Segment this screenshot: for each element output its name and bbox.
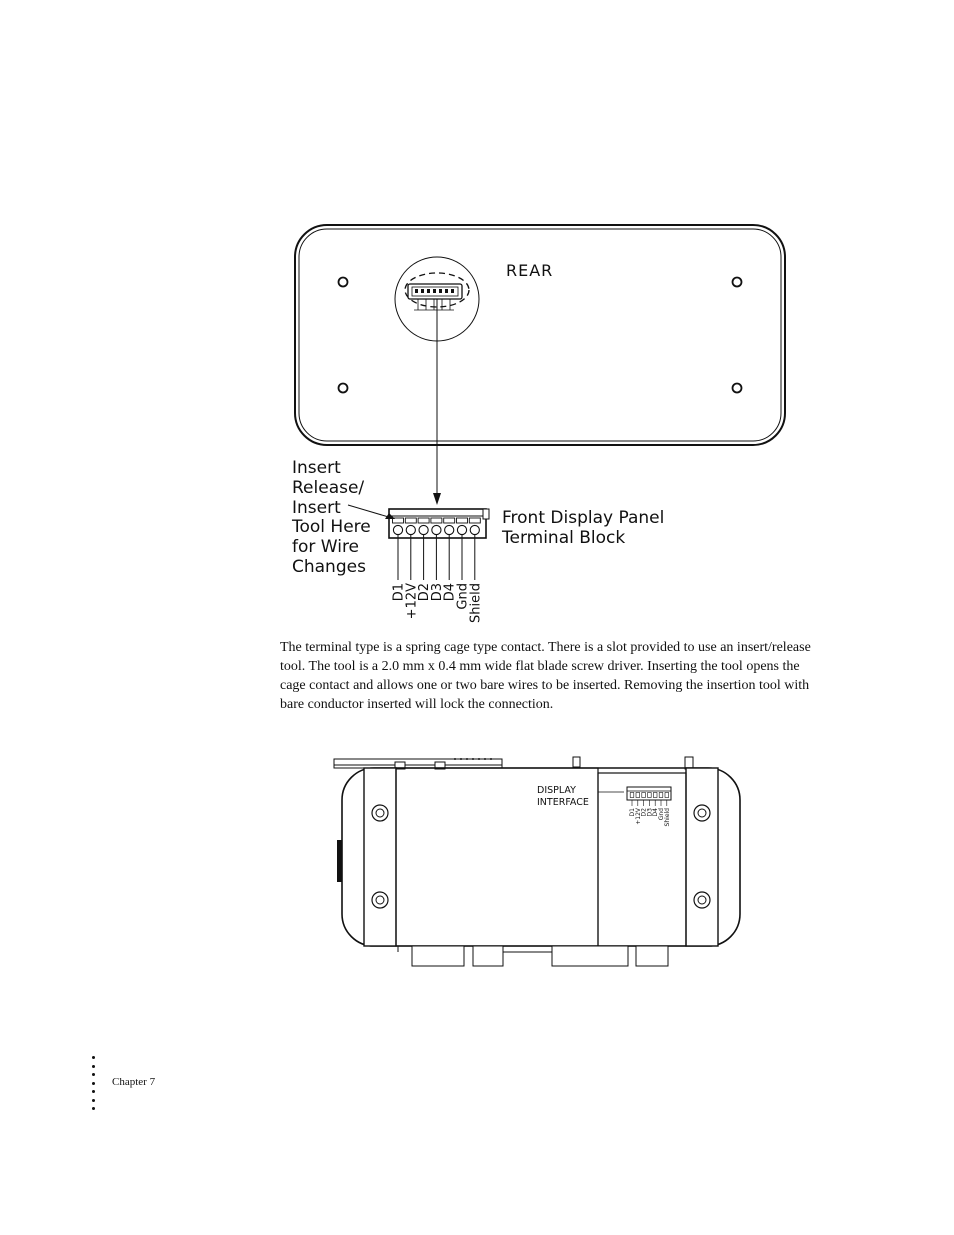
footer-dot-column — [92, 1056, 98, 1110]
interface-pin-label: +12V — [634, 808, 642, 825]
interface-contact — [659, 793, 663, 798]
interface-pin-label: D4 — [652, 808, 660, 817]
terminal-pin-label: Gnd — [455, 583, 471, 610]
display-interface-pins — [629, 800, 671, 826]
interface-pin-label: D3 — [646, 808, 654, 817]
display-interface-label — [537, 785, 589, 808]
terminal-pin-label: D4 — [442, 583, 458, 602]
insert-tool-line-4: Tool Here — [292, 517, 371, 537]
interface-pin-label: Gnd — [658, 808, 665, 821]
display-interface-line-1: DISPLAY — [537, 785, 576, 796]
insert-tool-line-3: Insert — [292, 498, 341, 518]
display-interface-line-2: INTERFACE — [537, 797, 589, 808]
body-paragraph: The terminal type is a spring cage type contact. There is a slot provided to use an insert/release tool. The tool is a 2.0 mm x 0.4 mm wide flat blade screw driver. Inserting the tool opens the cage contact and allows one or two bare wires to be inserted. Removing the insertion tool with bare conductor inserted will lock the connection. — [280, 640, 811, 712]
rear-label: REAR — [506, 261, 554, 280]
terminal-pin-label: Shield — [468, 583, 484, 623]
terminal-pin-label: D3 — [429, 583, 445, 602]
left-bracket — [364, 768, 396, 946]
right-bracket — [686, 768, 718, 946]
bottom-connector-4 — [636, 946, 668, 966]
interface-pin-label: Shield — [663, 808, 671, 827]
interface-pin-label: D1 — [629, 808, 636, 817]
insert-tool-line-2: Release/ — [292, 478, 365, 498]
terminal-block-label-line-2: Terminal Block — [502, 528, 626, 548]
insert-tool-line-5: for Wire — [292, 537, 360, 557]
interface-pin-label: D2 — [640, 808, 648, 817]
insert-tool-line-6: Changes — [292, 557, 366, 577]
interface-contact — [636, 793, 640, 798]
terminal-pin-label: +12V — [404, 583, 420, 620]
terminal-pin-label: D2 — [417, 583, 433, 602]
top-plate — [334, 759, 502, 768]
interface-contact — [630, 793, 634, 798]
bottom-connector-1 — [412, 946, 464, 966]
interface-contact — [642, 793, 646, 798]
chapter-label: Chapter 7 — [112, 1076, 156, 1088]
bottom-connector-3 — [552, 946, 628, 966]
interface-contact — [665, 793, 669, 798]
interface-contact — [653, 793, 657, 798]
bottom-connector-2 — [473, 946, 503, 966]
terminal-block-label-line-1: Front Display Panel — [502, 508, 665, 528]
interface-contact — [648, 793, 652, 798]
insert-tool-line-1: Insert — [292, 458, 341, 478]
terminal-pin-label: D1 — [391, 583, 407, 602]
